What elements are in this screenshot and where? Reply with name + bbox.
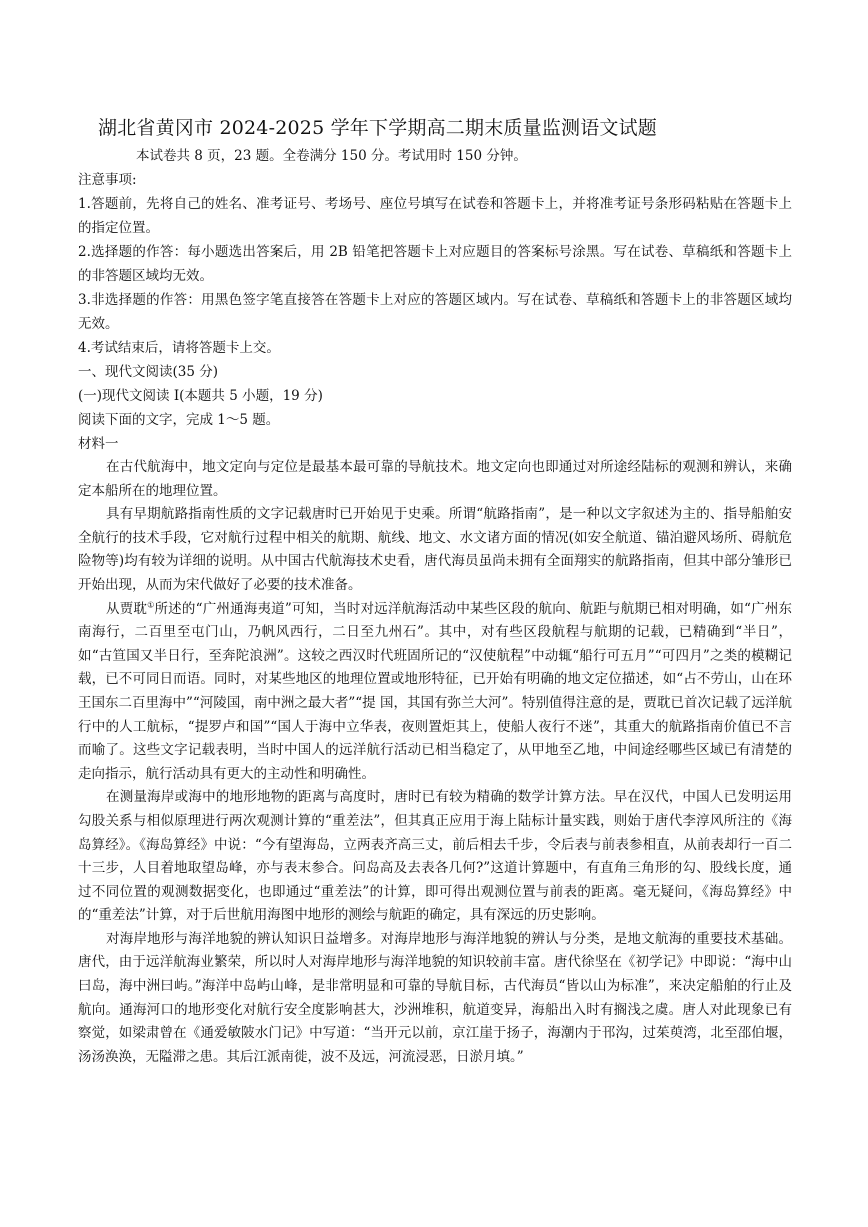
material-label: 材料一 (78, 436, 119, 452)
paragraph-2: 具有早期航路指南性质的文字记载唐时已开始见于史乘。所谓“航路指南”，是一种以文字叙述为主的、指导船舶安全航行的技术手段，它对航行过程中相关的航期、航线、地文、水文诸方面的情况(如安全航道、锚泊避风场所、碍航危险物等)均有较为详细的说明。从中国古代航海技术史看，唐代海员虽尚未拥有全面翔实的航路指南，但其中部分雏形已开始出现，从而为宋代做好了必要的技术准备。 (78, 506, 792, 593)
exam-page (78, 112, 792, 1069)
notice-item-4: 4.考试结束后，请将答题卡上交。 (78, 340, 280, 356)
subsection-heading: (一)现代文阅读 I(本题共 5 小题，19 分) (78, 388, 323, 404)
notice-heading: 注意事项: (78, 172, 137, 188)
paragraph-3-prefix: 从贾耽 (106, 600, 148, 617)
notice-item-3: 3.非选择题的作答：用黑色签字笔直接答在答题卡上对应的答题区域内。写在试卷、草稿纸和答题卡上的非答题区域均无效。 (78, 292, 792, 332)
paragraph-1: 在古代航海中，地文定向与定位是最基本最可靠的导航技术。地文定向也即通过对所途经陆标的观测和辨认，来确定本船所在的地理位置。 (78, 459, 792, 499)
footnote-marker: ① (147, 600, 155, 610)
paragraph-3 (78, 598, 792, 787)
exam-subtitle: 本试卷共 8 页，23 题。全卷满分 150 分。考试用时 150 分钟。 (136, 148, 527, 164)
reading-instruction: 阅读下面的文字，完成 1～5 题。 (78, 412, 280, 428)
notice-item-2: 2.选择题的作答：每小题选出答案后，用 2B 铅笔把答题卡上对应题目的答案标号涂黑。写在试卷、草稿纸和答题卡上的非答题区域均无效。 (78, 244, 792, 284)
section-heading: 一、现代文阅读(35 分) (78, 364, 219, 380)
exam-title: 湖北省黄冈市 2024-2025 学年下学期高二期末质量监测语文试题 (98, 117, 658, 139)
paragraph-3-body: “广州通海夷道”可知，当时对远洋航海活动中某些区段的航向、航距与航期已相对明确，如“广州东南海行，二百里至屯门山，乃帆风西行，二日至九州石”。其中，对有些区段航程与航期的记载，已精确到“半日”，如“古笪国又半日行，至奔陀浪洲”。这较之西汉时代班固所记的“汉使航程”中动辄“船行可五月”“可四月”之类的模糊记载，已不可同日而语。同时，对某些地区的地理位置或地形特征，已开始有明确的地文定位描述，如“占不劳山，山在环王国东二百里海中”“河陵国，南中洲之最大者”“提 国，其国有弥兰大河”。特别值得注意的是，贾耽已首次记载了远洋航行中的人工航标，“提罗卢和国”“国人于海中立华表，夜则置炬其上，使船人夜行不迷”，其重大的航路指南价值已不言而喻了。这些文字记载表明，当时中国人的远洋航行活动已相当稳定了，从甲地至乙地，中间途经哪些区域已有清楚的走向指示，航行活动具有更大的主动性和明确性。 (78, 600, 793, 782)
notice-item-1: 1.答题前，先将自己的姓名、准考证号、考场号、座位号填写在试卷和答题卡上，并将准考证号条形码粘贴在答题卡上的指定位置。 (78, 196, 792, 236)
paragraph-4: 在测量海岸或海中的地形地物的距离与高度时，唐时已有较为精确的数学计算方法。早在汉代，中国人已发明运用勾股关系与相似原理进行两次观测计算的“重差法”，但其真正应用于海上陆标计量实践，则始于唐代李淳风所注的《海岛算经》。《海岛算经》中说：“今有望海岛，立两表齐高三丈，前后相去千步，令后表与前表参相直，从前表却行一百二十三步，人目着地取望岛峰，亦与表末参合。问岛高及去表各几何?”这道计算题中，有直角三角形的勾、股线长度，通过不同位置的观测数据变化，也即通过“重差法”的计算，即可得出观测位置与前表的距离。毫无疑问，《海岛算经》中的“重差法”计算，对于后世航用海图中地形的测绘与航距的确定，具有深远的历史影响。 (78, 789, 792, 924)
paragraph-5: 对海岸地形与海洋地貌的辨认知识日益增多。对海岸地形与海洋地貌的辨认与分类，是地文航海的重要技术基础。唐代，由于远洋航海业繁荣，所以时人对海岸地形与海洋地貌的知识较前丰富。唐代徐坚在《初学记》中即说：“海中山曰岛，海中洲曰屿。”海洋中岛屿山峰，是非常明显和可靠的导航目标，古代海员“皆以山为标准”，来决定船舶的行止及航向。通海河口的地形变化对航行安全度影响甚大，沙洲堆积，航道变异，海船出入时有搁浅之虞。唐人对此现象已有察觉，如梁肃曾在《通爱敏陂水门记》中写道：“当开元以前，京江崖于扬子，海潮内于邗沟，过茱萸湾，北至邵伯堰，汤汤涣涣，无隘滞之患。其后江派南徙，波不及远，河流浸恶，日淤月填。” (78, 930, 792, 1065)
paragraph-3-connector: 所述的 (154, 600, 196, 617)
